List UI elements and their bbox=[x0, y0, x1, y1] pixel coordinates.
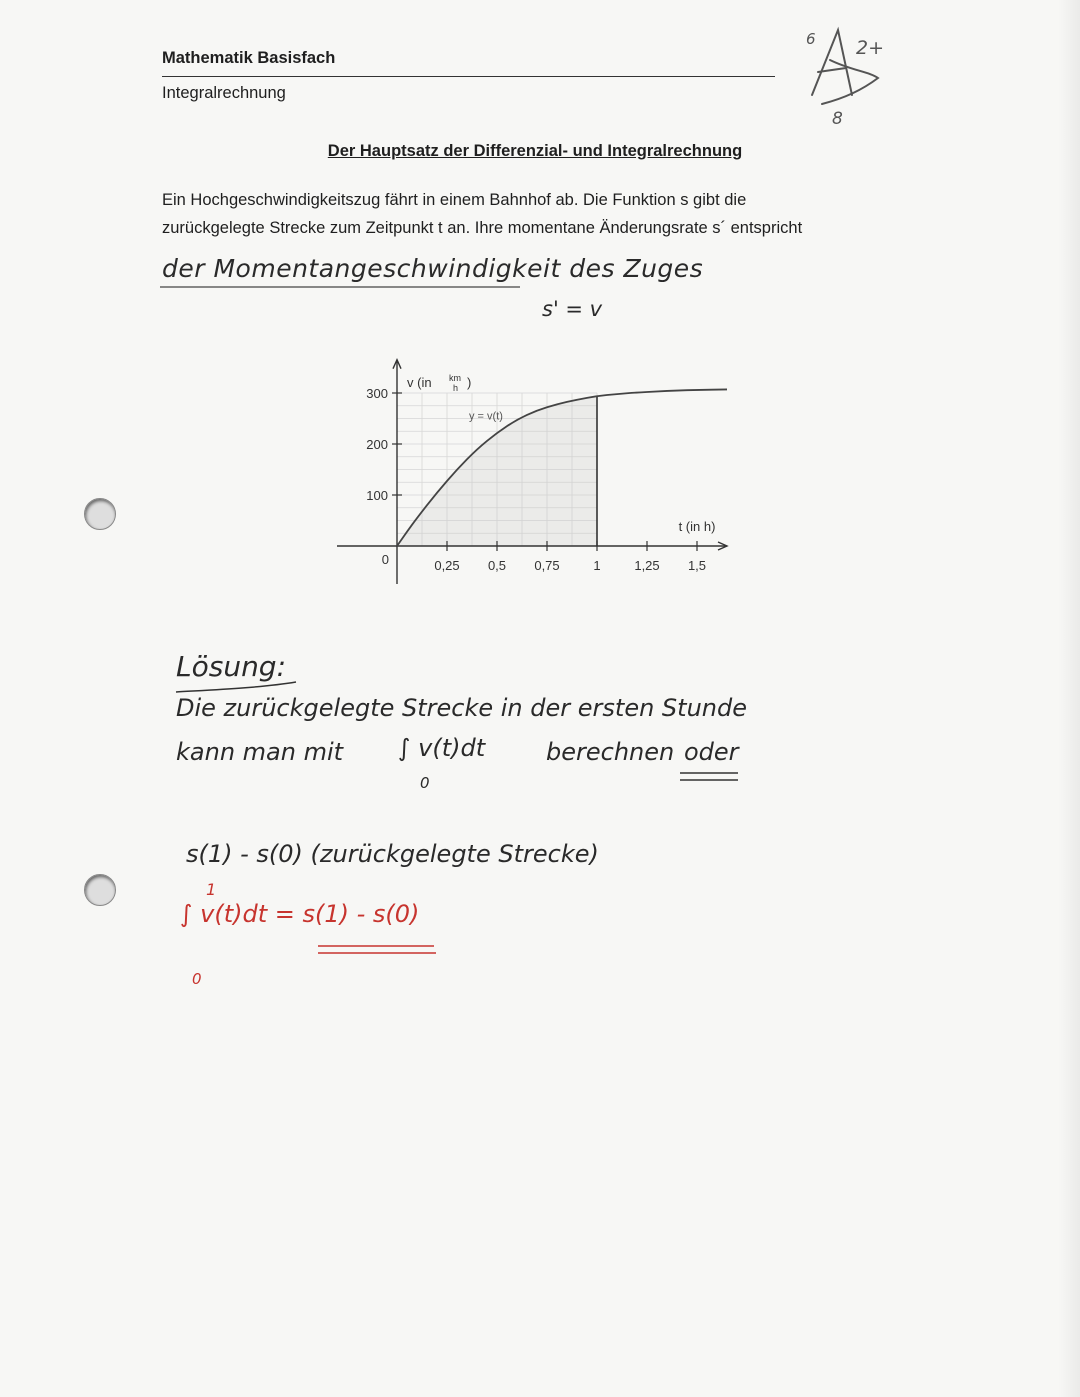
y-tick-label: 100 bbox=[366, 488, 388, 503]
task-line-2: zurückgelegte Strecke zum Zeitpunkt t an. Ihre momentane Änderungsrate s´ entspricht bbox=[162, 219, 803, 237]
task-line-1: Ein Hochgeschwindigkeitszug fährt in einem Bahnhof ab. Die Funktion s gibt die bbox=[162, 191, 747, 209]
teacher-integral-equation: ∫ v(t)dt = s(1) - s(0) bbox=[180, 900, 420, 928]
x-tick-label: 1,25 bbox=[634, 558, 660, 573]
worksheet-title: Der Hauptsatz der Differenzial- und Integralrechnung bbox=[327, 142, 743, 160]
teacher-upper-bound: 1 bbox=[206, 880, 217, 899]
handwritten-note-derivative: s' = v bbox=[542, 297, 603, 321]
x-tick-label: 1 bbox=[593, 558, 601, 573]
solution-line-3: s(1) - s(0) (zurückgelegte Strecke) bbox=[186, 840, 599, 868]
header-subject: Mathematik Basisfach bbox=[162, 49, 336, 67]
y-axis-label-close: ) bbox=[467, 375, 472, 390]
x-tick-label: 0,5 bbox=[487, 558, 507, 573]
solution-line-2-lower-bound: 0 bbox=[420, 774, 430, 792]
handwritten-answer: der Momentangeschwindigkeit des Zuges bbox=[162, 254, 704, 283]
grade-mark-right: 2+ bbox=[856, 37, 885, 59]
solution-line-1: Die zurückgelegte Strecke in der ersten Stunde bbox=[176, 694, 747, 722]
solution-line-2-integral: ∫ v(t)dt bbox=[398, 734, 486, 762]
y-axis-label: v (in bbox=[407, 375, 432, 390]
solution-line-2c: berechnen bbox=[546, 738, 675, 766]
teacher-lower-bound: 0 bbox=[192, 970, 202, 988]
y-axis-unit-numerator: km bbox=[449, 373, 461, 383]
solution-label: Lösung: bbox=[176, 650, 287, 683]
header-topic: Integralrechnung bbox=[162, 84, 286, 102]
grade-mark-left: 6 bbox=[806, 30, 816, 48]
x-tick-label: 1,5 bbox=[687, 558, 707, 573]
y-tick-label: 300 bbox=[366, 386, 388, 401]
grade-mark-bottom: 8 bbox=[832, 109, 843, 129]
origin-label: 0 bbox=[381, 552, 389, 567]
x-tick-label: 0,75 bbox=[534, 558, 560, 573]
x-axis-label: t (in h) bbox=[678, 519, 716, 534]
solution-line-2d: oder bbox=[684, 738, 739, 766]
y-tick-label: 200 bbox=[366, 437, 388, 452]
y-axis-unit-denominator: h bbox=[453, 383, 459, 393]
curve-label: y = v(t) bbox=[469, 410, 503, 423]
solution-line-2a: kann man mit bbox=[176, 738, 344, 766]
x-tick-label: 0,25 bbox=[434, 558, 460, 573]
